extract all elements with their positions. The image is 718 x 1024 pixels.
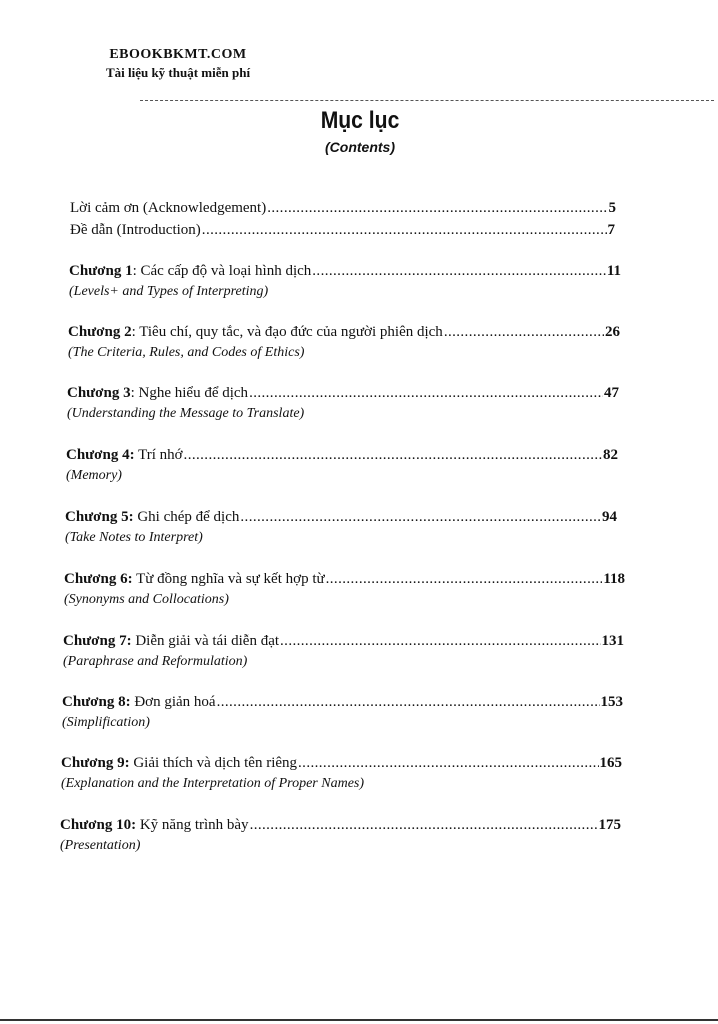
toc-entry-chapter-10[interactable]: [60, 815, 621, 835]
chapter-english-title: (Levels+ and Types of Interpreting): [69, 284, 269, 299]
entry-page-number: 82: [603, 447, 618, 463]
entry-page-number: 118: [603, 571, 625, 587]
entry-page-number: 11: [606, 263, 621, 279]
chapter-number: Chương 7:: [63, 633, 132, 649]
site-header: [88, 46, 268, 82]
toc-entry-chapter-9[interactable]: [61, 753, 622, 773]
toc-entry-chapter-1[interactable]: Chương 1: Các cấp độ và loại hình dịch ..... 11: [69, 261, 621, 281]
toc-entry-chapter-7[interactable]: [63, 631, 624, 651]
chapter-english-title: (The Criteria, Rules, and Codes of Ethics): [68, 345, 305, 360]
entry-page-number: 5: [608, 200, 616, 216]
chapter-title: Ghi chép để dịch: [137, 509, 240, 525]
chapter-number: Chương 5:: [65, 509, 134, 525]
site-tagline: Tài liệu kỹ thuật miễn phí: [105, 65, 251, 80]
chapter-title: Tiêu chí, quy tắc, và đạo đức của người phiên dịch: [139, 324, 443, 340]
chapter-english-title: (Take Notes to Interpret): [65, 530, 203, 545]
site-name: EBOOKBKMT.COM: [109, 47, 247, 62]
chapter-number: Chương 2: [68, 324, 132, 340]
chapter-title: Kỹ năng trình bày: [139, 817, 249, 833]
chapter-english-title: (Explanation and the Interpretation of Proper Names): [61, 776, 365, 791]
entry-label: Lời cảm ơn (Acknowledgement): [70, 200, 267, 216]
chapter-title: Từ đồng nghĩa và sự kết hợp từ: [136, 571, 325, 587]
entry-page-number: 131: [601, 633, 624, 649]
entry-page-number: 165: [599, 755, 622, 771]
dot-leader: [249, 383, 603, 403]
toc-entry-chapter-2[interactable]: Chương 2: Tiêu chí, quy tắc, và đạo đức của người phiên dịch ..... 26: [68, 322, 620, 342]
toc-entry-chapter-3[interactable]: Chương 3: Nghe hiểu để dịch ..... 47: [67, 383, 619, 403]
chapter-english-title: (Simplification): [62, 715, 150, 730]
chapter-english-title: (Synonyms and Collocations): [64, 592, 229, 607]
dot-leader: [217, 692, 600, 712]
chapter-number: Chương 3: [67, 385, 131, 401]
dot-leader: [312, 261, 606, 281]
entry-page-number: 47: [604, 385, 619, 401]
dot-leader: [267, 198, 607, 218]
chapter-title: Đơn giản hoá: [134, 694, 216, 710]
dot-leader: [326, 569, 603, 589]
chapter-number: Chương 8:: [62, 694, 131, 710]
chapter-title: Giải thích và dịch tên riêng: [133, 755, 298, 771]
dot-leader: [444, 322, 604, 342]
entry-page-number: 94: [602, 509, 617, 525]
toc-title: Mục lục: [320, 107, 400, 134]
chapter-english-title: (Understanding the Message to Translate): [67, 406, 305, 421]
dot-leader: [202, 220, 607, 240]
toc-entry-chapter-6[interactable]: [64, 569, 625, 589]
toc-entry-chapter-5[interactable]: [65, 507, 617, 527]
entry-page-number: 153: [600, 694, 623, 710]
chapter-english-title: (Presentation): [60, 838, 141, 853]
toc-subtitle: (Contents): [325, 139, 395, 155]
page-bottom-edge: [0, 1019, 718, 1021]
entry-page-number: 26: [605, 324, 620, 340]
chapter-number: Chương 4:: [66, 447, 135, 463]
toc-entry-acknowledgement[interactable]: [70, 198, 616, 218]
dot-leader: [280, 631, 600, 651]
entry-page-number: 7: [607, 222, 615, 238]
header-divider: [140, 100, 714, 101]
dot-leader: [298, 753, 598, 773]
dot-leader: [250, 815, 598, 835]
dot-leader: [184, 445, 602, 465]
chapter-number: Chương 1: [69, 263, 133, 279]
chapter-title: Diễn giải và tái diễn đạt: [135, 633, 280, 649]
chapter-title: Nghe hiểu để dịch: [138, 385, 249, 401]
chapter-title: Các cấp độ và loại hình dịch: [140, 263, 312, 279]
chapter-english-title: (Paraphrase and Reformulation): [63, 654, 248, 669]
toc-entry-chapter-4[interactable]: [66, 445, 618, 465]
chapter-number: Chương 6:: [64, 571, 133, 587]
chapter-number: Chương 9:: [61, 755, 130, 771]
toc-entry-chapter-8[interactable]: [62, 692, 623, 712]
chapter-english-title: (Memory): [66, 468, 122, 483]
dot-leader: [240, 507, 601, 527]
chapter-title: Trí nhớ: [138, 447, 183, 463]
entry-label: Đề dẫn (Introduction): [70, 222, 201, 238]
entry-page-number: 175: [598, 817, 621, 833]
toc-entry-introduction[interactable]: [70, 220, 615, 240]
chapter-number: Chương 10:: [60, 817, 137, 833]
